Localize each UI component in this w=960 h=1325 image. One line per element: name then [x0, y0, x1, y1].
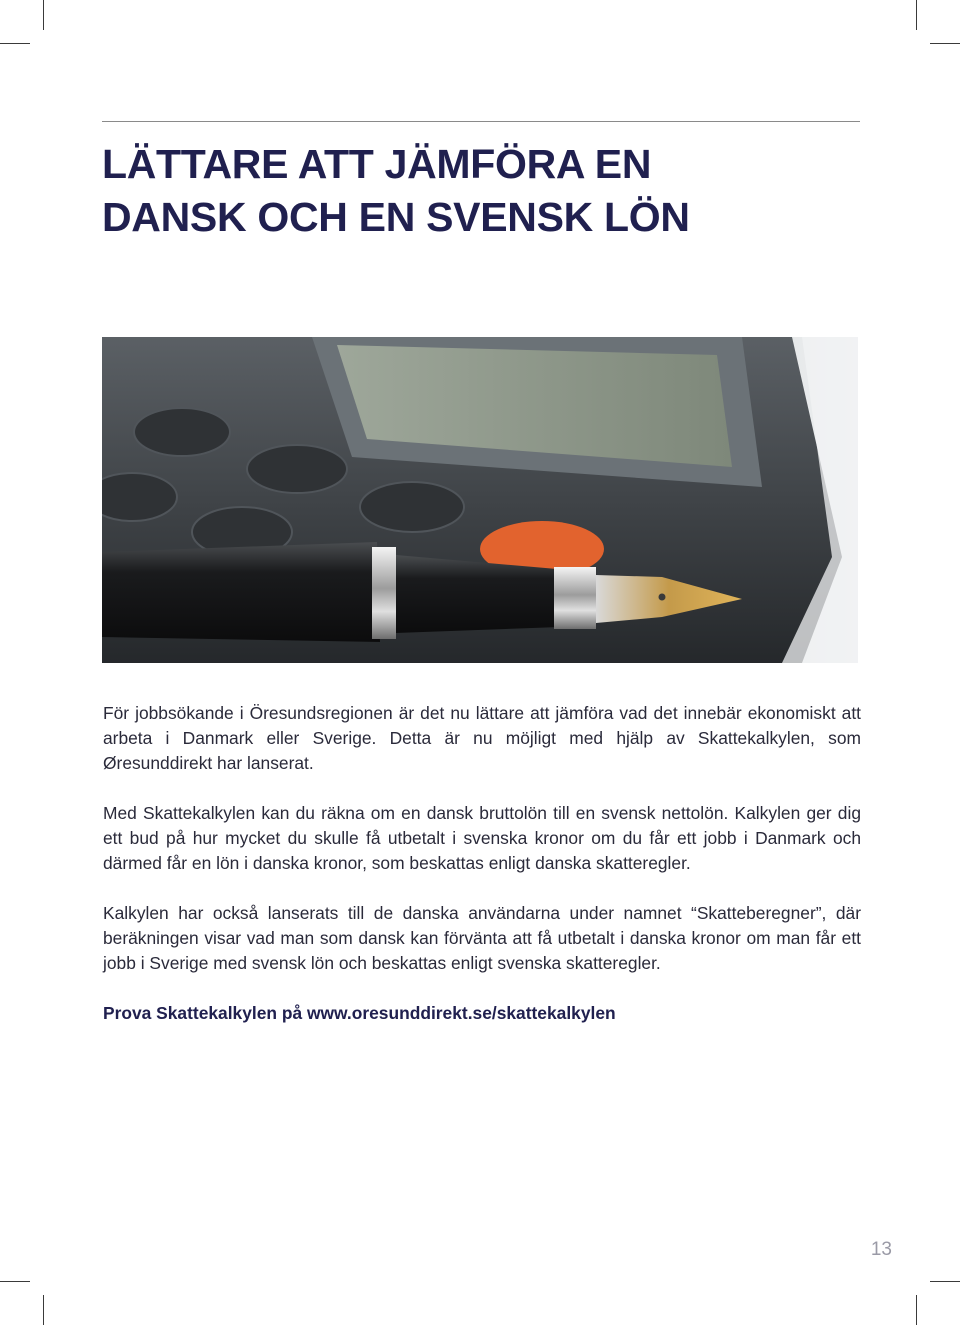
page-title [102, 138, 862, 244]
header-rule [102, 121, 860, 122]
paragraph: För jobbsökande i Öresundsregionen är det nu lättare att jämföra vad det innebär ekonomiskt att arbeta i Danmark eller Sverige. Detta är nu möjligt med hjälp av Skattekalkylen, som Øresunddirekt har lanserat. [103, 703, 861, 773]
crop-mark [930, 1281, 960, 1282]
calculator-pen-photo [102, 337, 858, 663]
crop-mark [0, 43, 30, 44]
call-to-action: Prova Skattekalkylen på www.oresunddirekt.se/skattekalkylen [103, 1003, 616, 1023]
page-title-line: DANSK OCH EN SVENSK LÖN [102, 194, 690, 240]
paragraph: Med Skattekalkylen kan du räkna om en dansk bruttolön till en svensk nettolön. Kalkylen ger dig ett bud på hur mycket du skulle få utbetalt i svenska kronor om du får ett jobb i Danmark och därmed får en lön i danska kronor, som beskattas enligt danska skatteregler. [103, 803, 861, 873]
page-number: 13 [870, 1239, 892, 1260]
page-title-line: LÄTTARE ATT JÄMFÖRA EN [102, 141, 652, 187]
crop-mark [43, 1295, 44, 1325]
crop-mark [0, 1281, 30, 1282]
crop-mark [916, 1295, 917, 1325]
crop-mark [43, 0, 44, 30]
article-body [103, 701, 861, 1051]
crop-mark [930, 43, 960, 44]
paragraph: Kalkylen har också lanserats till de danska användarna under namnet “Skatteberegner”, där beräkningen visar vad man som dansk kan förvänta att få utbetalt i danska kronor om man får ett jobb i Sverige med svensk lön och beskattas enligt svenska skatteregler. [103, 903, 861, 973]
crop-mark [916, 0, 917, 30]
